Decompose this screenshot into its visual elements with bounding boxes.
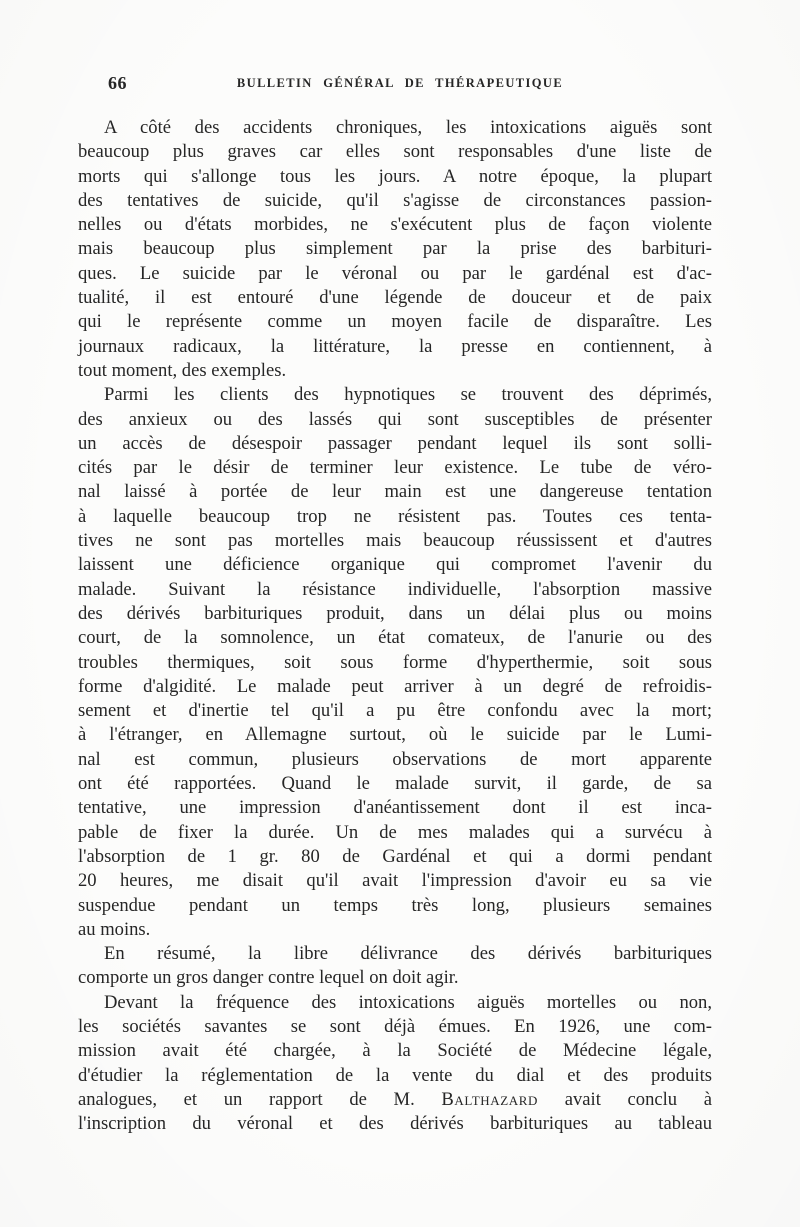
text-line: l'inscription du véronal et des dérivés barbituriques au tableau (78, 1113, 712, 1135)
text-line: analogues, et un rapport de M. Balthazard avait conclu à (78, 1088, 712, 1110)
text-line: laissent une déficience organique qui compromet l'avenir du (78, 554, 712, 576)
text-line: comporte un gros danger contre lequel on doit agir. (78, 967, 459, 989)
text-line: d'étudier la réglementation de la vente du dial et des produits (78, 1064, 712, 1086)
text-line: cités par le désir de terminer leur existence. Le tube de véro- (78, 457, 712, 479)
text-line: troubles thermiques, soit sous forme d'hyperthermie, soit sous (78, 651, 712, 673)
text-line: les sociétés savantes se sont déjà émues. En 1926, une com- (78, 1015, 712, 1037)
text-line: des tentatives de suicide, qu'il s'agisse de circonstances passion- (78, 189, 712, 211)
paragraph (78, 116, 712, 383)
text-line: 20 heures, me disait qu'il avait l'impression d'avoir eu sa vie (78, 870, 712, 892)
text-line: qui le représente comme un moyen facile de disparaître. Les (78, 311, 712, 333)
text-line: Parmi les clients des hypnotiques se trouvent des déprimés, (104, 384, 712, 406)
text-line: tentative, une impression d'anéantissement dont il est inca- (78, 797, 712, 819)
text-line: A côté des accidents chroniques, les intoxications aiguës sont (104, 117, 712, 138)
paragraph (78, 942, 712, 991)
text-line: l'absorption de 1 gr. 80 de Gardénal et qui a dormi pendant (78, 845, 712, 867)
text-line: mission avait été chargée, à la Société de Médecine légale, (78, 1040, 712, 1062)
text-line: un accès de désespoir passager pendant lequel ils sont solli- (78, 432, 712, 454)
text-line: mais beaucoup plus simplement par la prise des barbituri- (78, 238, 712, 260)
text-line: au moins. (78, 918, 151, 940)
text-line: beaucoup plus graves car elles sont responsables d'une liste de (78, 141, 712, 163)
text-line: tives ne sont pas mortelles mais beaucoup réussissent et d'autres (78, 530, 712, 552)
paragraph (78, 383, 712, 942)
text-line: En résumé, la libre délivrance des dérivés barbituriques (104, 943, 712, 965)
page-number: 66 (108, 73, 127, 93)
text-line: Devant la fréquence des intoxications aiguës mortelles ou non, (104, 991, 712, 1013)
text-line: nal laissé à portée de leur main est une dangereuse tentation (78, 481, 712, 503)
text-line: suspendue pendant un temps très long, plusieurs semaines (78, 894, 712, 916)
text-line: nal est commun, plusieurs observations de mort apparente (78, 748, 712, 770)
text-line: sement et d'inertie tel qu'il a pu être confondu avec la mort; (78, 700, 712, 722)
text-line: journaux radicaux, la littérature, la presse en contiennent, à (78, 335, 712, 357)
text-line: ont été rapportées. Quand le malade survit, il garde, de sa (78, 773, 712, 795)
small-caps-name: Balthazard (441, 1088, 539, 1110)
text-line: court, de la somnolence, un état comateux, de l'anurie ou des (78, 627, 712, 649)
text-line: forme d'algidité. Le malade peut arriver à un degré de refroidis- (78, 675, 712, 697)
text-line: malade. Suivant la résistance individuelle, l'absorption massive (78, 578, 712, 600)
paragraph (78, 991, 712, 1137)
text-line: pable de fixer la durée. Un de mes malades qui a survécu à (78, 821, 712, 843)
text-line: à laquelle beaucoup trop ne résistent pas. Toutes ces tenta- (78, 505, 712, 527)
text-line: à l'étranger, en Allemagne surtout, où le suicide par le Lumi- (78, 724, 712, 746)
text-line: des anxieux ou des lassés qui sont susceptibles de présenter (78, 408, 712, 430)
body-text (78, 116, 712, 1136)
text-line: tout moment, des exemples. (78, 359, 287, 381)
running-title: BULLETIN GÉNÉRAL DE THÉRAPEUTIQUE (236, 76, 564, 90)
text-line: ques. Le suicide par le véronal ou par le gardénal est d'ac- (78, 262, 712, 284)
text-line: morts qui s'allonge tous les jours. A notre époque, la plupart (78, 165, 712, 187)
text-line: nelles ou d'états morbides, ne s'exécutent plus de façon violente (78, 214, 712, 236)
text-line: des dérivés barbituriques produit, dans un délai plus ou moins (78, 602, 712, 624)
page-header (0, 72, 800, 96)
text-line: tualité, il est entouré d'une légende de douceur et de paix (78, 287, 712, 309)
